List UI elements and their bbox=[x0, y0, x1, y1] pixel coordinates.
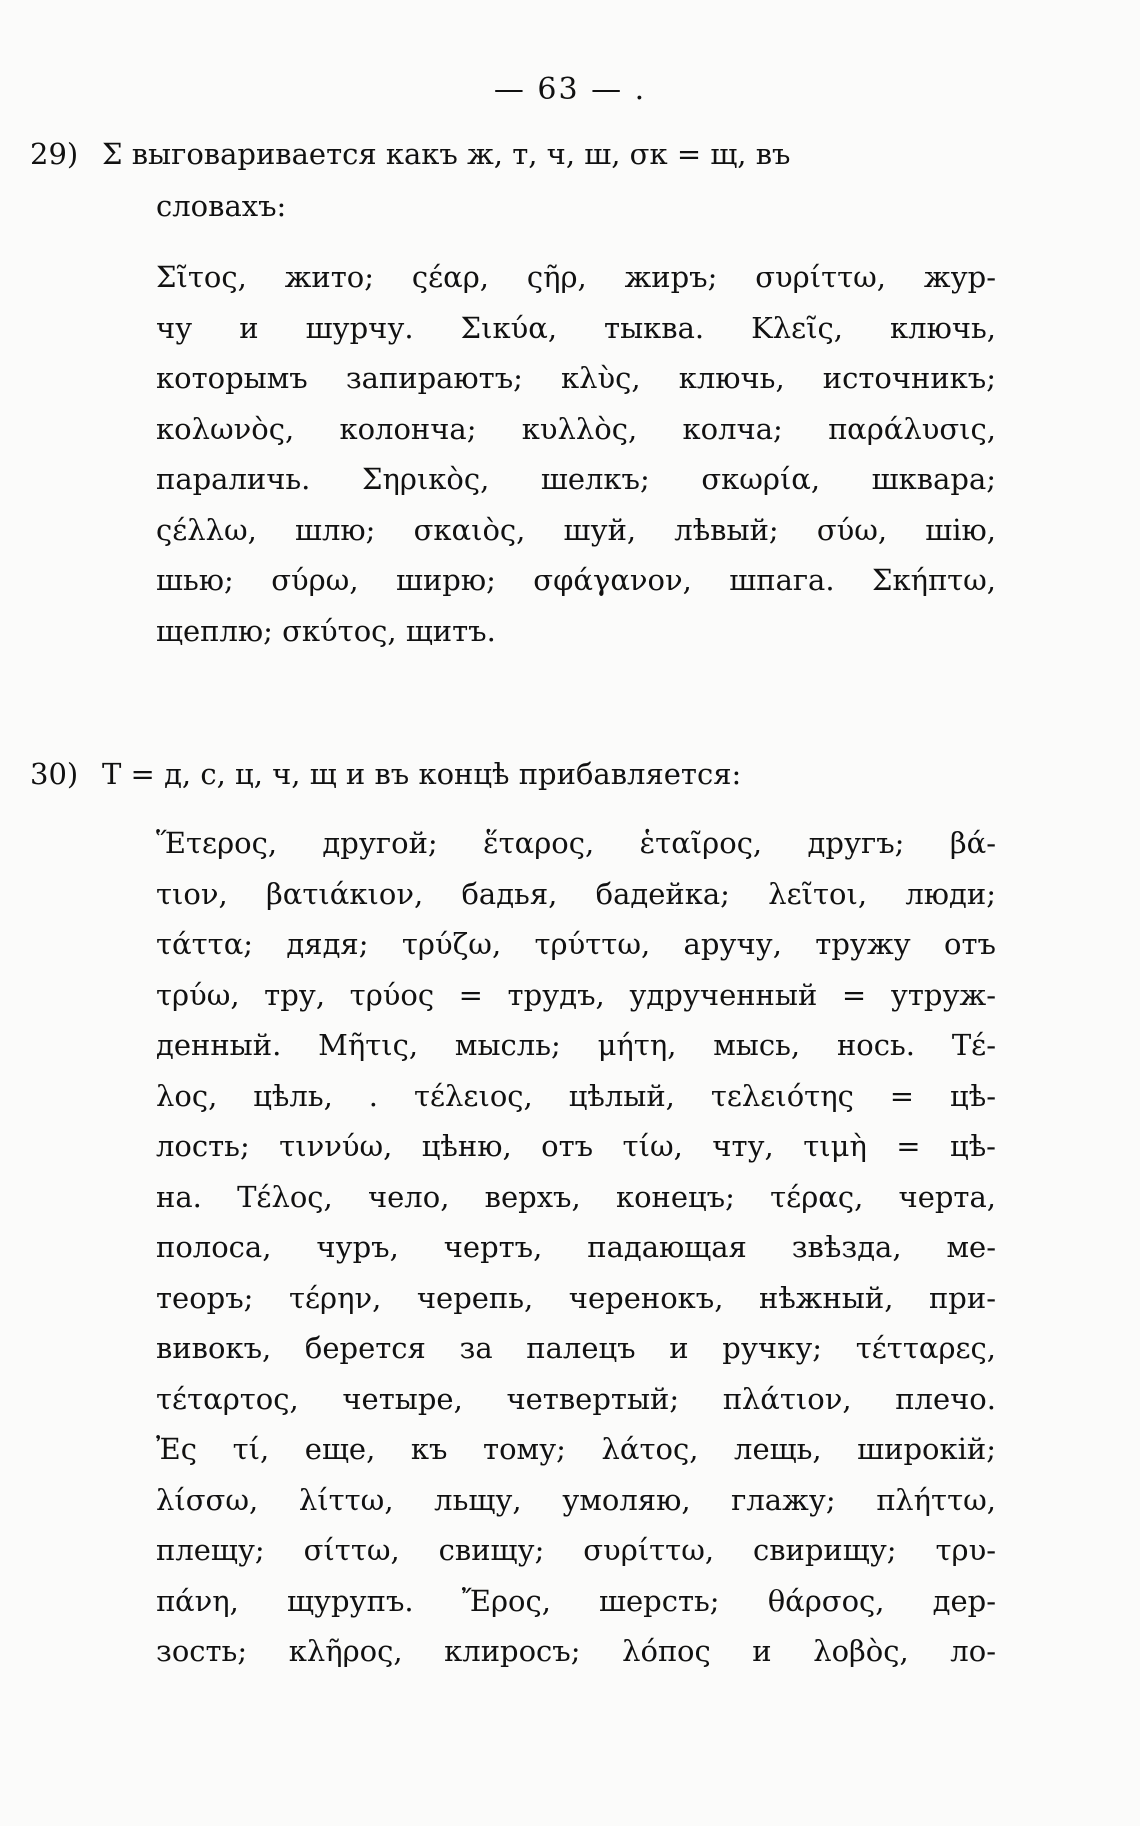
section-number: 30) bbox=[30, 757, 79, 791]
text-line: Ἐς τί, еще, къ тому; λάτος, лещь, широкій; bbox=[156, 1432, 996, 1466]
text-line: денный. Μῆτις, мысль; μήτη, мысь, нось. Τέ- bbox=[156, 1028, 996, 1062]
page-number: — 63 — . bbox=[493, 72, 647, 107]
text-line: ςέλλω, шлю; σκαιὸς, шуй, лѣвый; σύω, шію, bbox=[156, 512, 996, 547]
text-line: вивокъ, берется за палецъ и ручку; τέτταρες, bbox=[156, 1331, 996, 1365]
text-line: τέταρτος, четыре, четвертый; πλάτιον, плечо. bbox=[156, 1381, 996, 1416]
heading-line: Σ выговаривается какъ ж, т, ч, ш, σκ = щ, въ bbox=[102, 137, 791, 171]
section-29-body bbox=[156, 252, 996, 656]
text-line: полоса, чуръ, чертъ, падающая звѣзда, ме- bbox=[156, 1230, 996, 1264]
text-line: τρύω, тру, τρύος = трудъ, удрученный = утруж- bbox=[156, 977, 996, 1012]
section-30-heading bbox=[30, 748, 990, 800]
text-line: параличь. Σηρικὸς, шелкъ; σκωρία, шквара; bbox=[156, 462, 996, 496]
text-line: зость; κλῆρος, клиросъ; λόπος и λοβὸς, ло- bbox=[156, 1634, 996, 1668]
text-line: чу и шурчу. Σικύα, тыква. Κλεῖς, ключь, bbox=[156, 310, 996, 345]
heading-line: T = д, с, ц, ч, щ и въ концѣ прибавляется: bbox=[102, 757, 742, 791]
text-line: которымъ запираютъ; κλὺς, ключь, источникъ; bbox=[156, 361, 996, 395]
text-line: τιον, βατιάκιον, бадья, бадейка; λεῖτοι, люди; bbox=[156, 876, 996, 911]
text-line: Σῖτος, жито; ςέαρ, ςῆρ, жиръ; συρίττω, жур- bbox=[156, 260, 996, 294]
text-line: шью; σύρω, ширю; σφάγανον, шпага. Σκήπτω, bbox=[156, 563, 996, 597]
section-30-body bbox=[156, 818, 996, 1677]
text-line: λίσσω, λίττω, льщу, умоляю, глажу; πλήττω, bbox=[156, 1482, 996, 1517]
section-29-heading bbox=[30, 128, 990, 232]
text-line: теоръ; τέρην, черепь, черенокъ, нѣжный, при- bbox=[156, 1280, 996, 1315]
text-line: λος, цѣль, . τέλειος, цѣлый, τελειότης = цѣ- bbox=[156, 1078, 996, 1113]
text-line: лость; τιννύω, цѣню, отъ τίω, чту, τιμὴ = цѣ- bbox=[156, 1129, 996, 1163]
text-line: на. Τέλος, чело, верхъ, конецъ; τέρας, черта, bbox=[156, 1179, 996, 1214]
text-line: τάττα; дядя; τρύζω, τρύττω, аручу, тружу отъ bbox=[156, 927, 996, 961]
text-line: πάνη, щурупъ. Ἔρος, шерсть; θάρσος, дер- bbox=[156, 1583, 996, 1618]
text-line: κολωνὸς, колонча; κυλλὸς, колча; παράλυσις, bbox=[156, 411, 996, 446]
text-line: щеплю; σκύτος, щитъ. bbox=[156, 613, 496, 648]
section-number: 29) bbox=[30, 137, 79, 171]
text-line: Ἕτερος, другой; ἕταρος, ἑταῖρος, другъ; βά- bbox=[156, 826, 996, 860]
text-line: плещу; σίττω, свищу; συρίττω, свирищу; τρυ- bbox=[156, 1533, 996, 1567]
heading-line: словахъ: bbox=[156, 189, 287, 223]
